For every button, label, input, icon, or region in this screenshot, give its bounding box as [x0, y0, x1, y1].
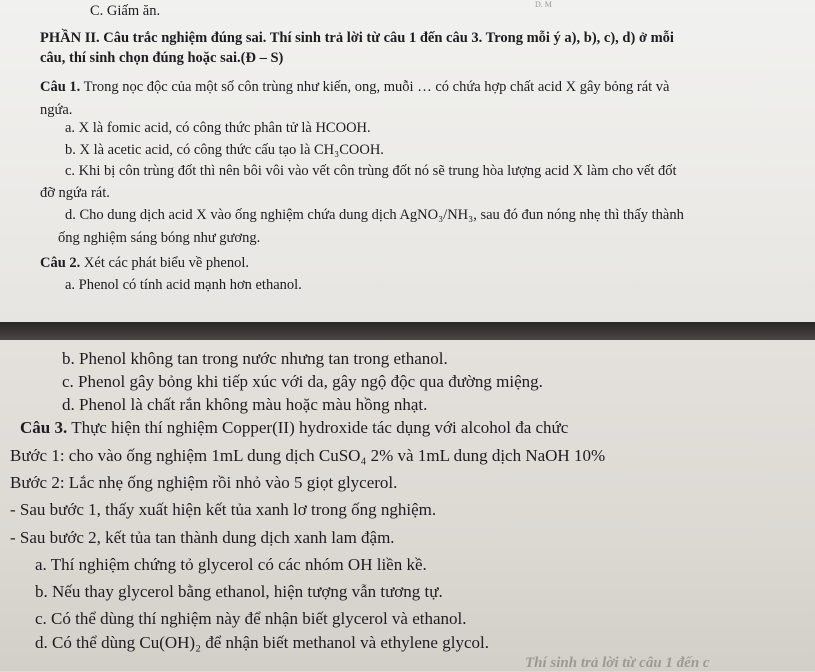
part2-heading-line2: câu, thí sinh chọn đúng hoặc sai.(Đ – S)	[40, 50, 284, 66]
q1-option-c-line1: c. Khi bị côn trùng đốt thì nên bôi vôi vào vết côn trùng đốt nó sẽ trung hòa lượng acid X làm cho vết đốt	[65, 163, 677, 179]
q2-stem-line	[40, 256, 249, 271]
q3-stem-line	[20, 419, 568, 436]
q3-stem: Thực hiện thí nghiệm Copper(II) hydroxide tác dụng với alcohol đa chức	[71, 418, 569, 437]
prev-question-option-c: C. Giấm ăn.	[90, 3, 161, 19]
q2-stem: Xét các phát biểu về phenol.	[83, 255, 249, 271]
part2-heading-line1: PHẦN II. Câu trắc nghiệm đúng sai. Thí sinh trả lời từ câu 1 đến câu 3. Trong mỗi ý a), b), c), d) ở mỗi	[40, 30, 674, 46]
q1-label: Câu 1.	[40, 79, 81, 95]
q3-observation1: - Sau bước 1, thấy xuất hiện kết tủa xanh lơ trong ống nghiệm.	[10, 500, 437, 519]
q1-stem: Trong nọc độc của một số côn trùng như kiến, ong, muỗi … có chứa hợp chất acid X gây bỏng rát và	[83, 79, 670, 95]
footer-watermark-fragment: Thí sinh trả lời từ câu 1 đến c	[525, 655, 710, 671]
q1-option-c-line2: đỡ ngứa rát.	[40, 185, 110, 201]
q3-option-a: a. Thí nghiệm chứng tỏ glycerol có các nhóm OH liền kề.	[35, 555, 427, 574]
q2-option-a: a. Phenol có tính acid mạnh hơn ethanol.	[65, 277, 302, 293]
q2-label: Câu 2.	[40, 255, 81, 271]
q2-option-c: c. Phenol gây bỏng khi tiếp xúc với da, gây ngộ độc qua đường miệng.	[62, 372, 543, 391]
q1-stem-line2: ngứa.	[40, 102, 73, 118]
q1-option-d-line1: d. Cho dung dịch acid X vào ống nghiệm chứa dung dịch AgNO₃/NH₃, sau đó đun nóng nhẹ thì thấy thành	[65, 207, 684, 223]
q3-option-c: c. Có thể dùng thí nghiệm này để nhận biết glycerol và ethanol.	[35, 609, 467, 628]
q1-option-a: a. X là fomic acid, có công thức phân tử là HCOOH.	[65, 120, 371, 136]
q3-option-d: d. Có thể dùng Cu(OH)₂ để nhận biết methanol và ethylene glycol.	[35, 633, 489, 652]
q3-step1: Bước 1: cho vào ống nghiệm 1mL dung dịch CuSO₄ 2% và 1mL dung dịch NaOH 10%	[10, 446, 606, 465]
q2-option-b: b. Phenol không tan trong nước nhưng tan trong ethanol.	[62, 349, 448, 368]
q3-step2: Bước 2: Lắc nhẹ ống nghiệm rồi nhỏ vào 5 giọt glycerol.	[10, 473, 398, 492]
q3-option-b: b. Nếu thay glycerol bằng ethanol, hiện tượng vẫn tương tự.	[35, 582, 443, 601]
q1-option-b: b. X là acetic acid, có công thức cấu tạo là CH₃COOH.	[65, 142, 384, 158]
q3-label: Câu 3.	[20, 418, 68, 437]
upper-page-region	[0, 0, 815, 322]
q2-option-d: d. Phenol là chất rắn không màu hoặc màu hồng nhạt.	[62, 395, 428, 414]
q1-stem-line1	[40, 80, 670, 95]
photo-fold-shadow	[0, 322, 815, 340]
top-cut-text: D. M	[535, 0, 552, 9]
q3-observation2: - Sau bước 2, kết tủa tan thành dung dịch xanh lam đậm.	[10, 528, 395, 547]
q1-option-d-line2: ống nghiệm sáng bóng như gương.	[58, 230, 261, 246]
